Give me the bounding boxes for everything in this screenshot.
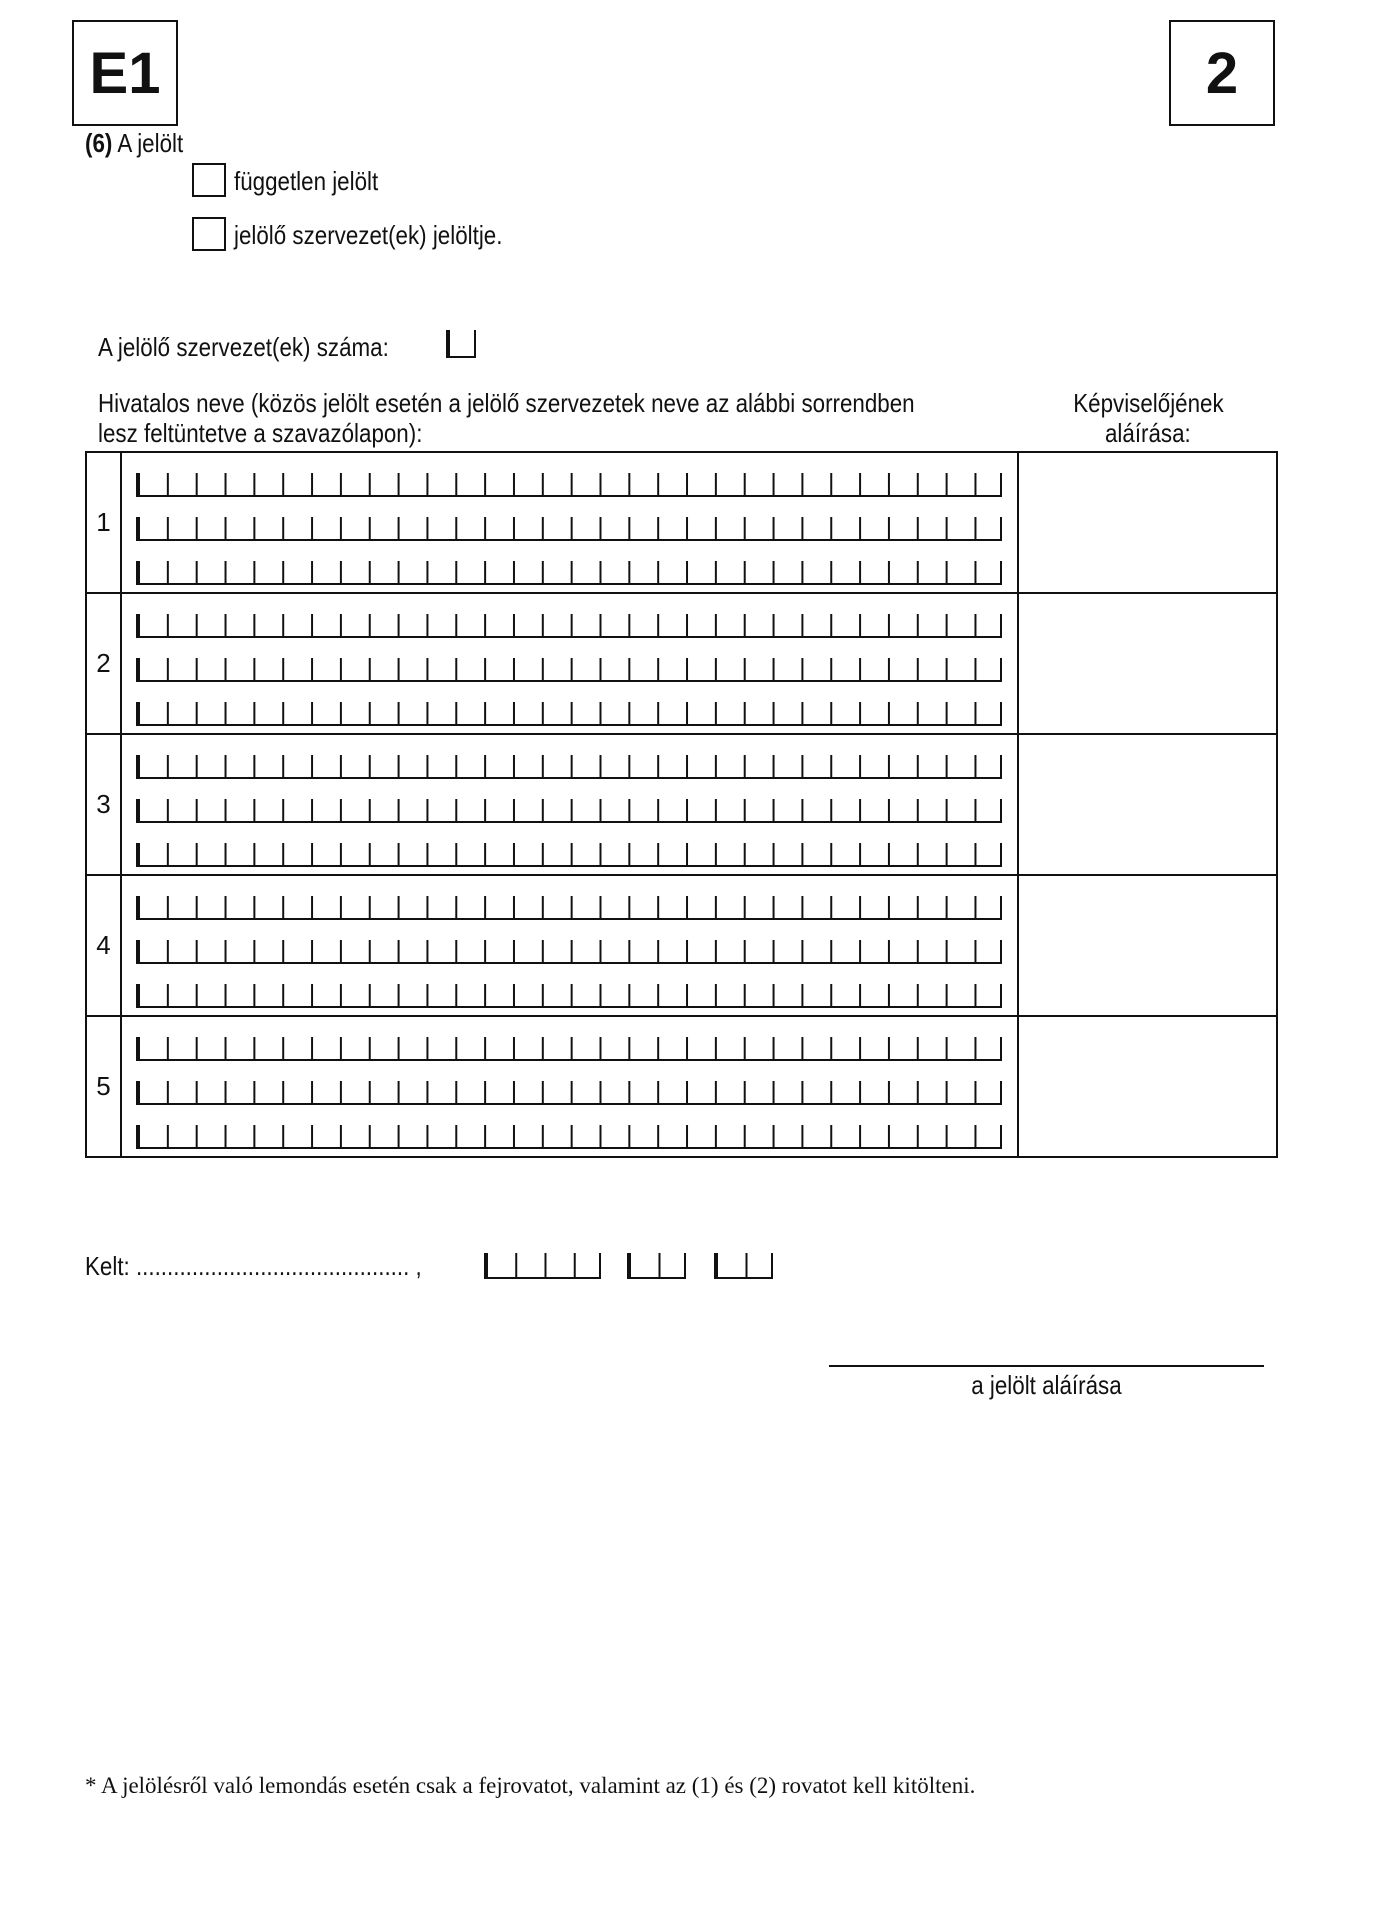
section-title: A jelölt <box>117 128 184 158</box>
org-name-line-field[interactable] <box>136 1125 1002 1149</box>
org-name-line-field[interactable] <box>136 1037 1002 1061</box>
org-name-line-field[interactable] <box>136 473 1002 497</box>
representative-signature-cell[interactable] <box>1018 734 1277 875</box>
org-candidate-label: jelölő szervezet(ek) jelöltje. <box>234 220 503 250</box>
table-row <box>86 452 1277 593</box>
row-number: 3 <box>86 734 121 875</box>
table-row <box>86 1016 1277 1157</box>
table-row <box>86 593 1277 734</box>
page-number: 2 <box>1205 40 1239 106</box>
date-year-field[interactable] <box>484 1253 601 1279</box>
row-number: 1 <box>86 452 121 593</box>
organisations-table <box>85 451 1278 1158</box>
footnote: * A jelölésről való lemondás esetén csak a fejrovatot, valamint az (1) és (2) rovatot kell kitölteni. <box>85 1773 976 1798</box>
org-name-cell <box>121 734 1018 875</box>
org-name-line-field[interactable] <box>136 702 1002 726</box>
org-name-line-field[interactable] <box>136 561 1002 585</box>
representative-signature-cell[interactable] <box>1018 875 1277 1016</box>
org-name-line-field[interactable] <box>136 799 1002 823</box>
row-number: 4 <box>86 875 121 1016</box>
section-number: (6) <box>85 128 113 158</box>
org-name-line-field[interactable] <box>136 658 1002 682</box>
org-name-cell <box>121 593 1018 734</box>
org-name-line-field[interactable] <box>136 755 1002 779</box>
date-month-field[interactable] <box>627 1253 686 1279</box>
independent-candidate-label: független jelölt <box>234 166 379 196</box>
representative-signature-cell[interactable] <box>1018 452 1277 593</box>
table-row <box>86 734 1277 875</box>
form-code-box <box>72 20 178 126</box>
candidate-signature-caption: a jelölt aláírása <box>971 1370 1122 1400</box>
independent-candidate-checkbox[interactable] <box>192 163 226 197</box>
form-code: E1 <box>89 40 161 106</box>
date-label: Kelt: ............................................ , <box>85 1251 422 1281</box>
org-candidate-checkbox[interactable] <box>192 217 226 251</box>
official-name-header: Hivatalos neve (közös jelölt esetén a jelölő szervezetek neve az alábbi sorrendben lesz feltüntetve a szavazólapon): <box>98 388 915 448</box>
page-number-box <box>1169 20 1275 126</box>
org-name-cell <box>121 452 1018 593</box>
org-name-line-field[interactable] <box>136 940 1002 964</box>
org-name-line-field[interactable] <box>136 614 1002 638</box>
org-name-cell <box>121 875 1018 1016</box>
representative-signature-cell[interactable] <box>1018 1016 1277 1157</box>
representative-signature-cell[interactable] <box>1018 593 1277 734</box>
org-name-line-field[interactable] <box>136 1081 1002 1105</box>
org-name-line-field[interactable] <box>136 896 1002 920</box>
representative-signature-header: Képviselőjének aláírása: <box>1072 388 1224 448</box>
org-count-label: A jelölő szervezet(ek) száma: <box>98 332 389 362</box>
row-number: 2 <box>86 593 121 734</box>
row-number: 5 <box>86 1016 121 1157</box>
org-count-field[interactable] <box>446 330 476 358</box>
org-name-line-field[interactable] <box>136 984 1002 1008</box>
candidate-signature-line[interactable] <box>829 1365 1264 1367</box>
section-6-heading <box>85 128 199 158</box>
org-name-line-field[interactable] <box>136 517 1002 541</box>
date-day-field[interactable] <box>714 1253 773 1279</box>
org-name-line-field[interactable] <box>136 843 1002 867</box>
table-row <box>86 875 1277 1016</box>
org-name-cell <box>121 1016 1018 1157</box>
